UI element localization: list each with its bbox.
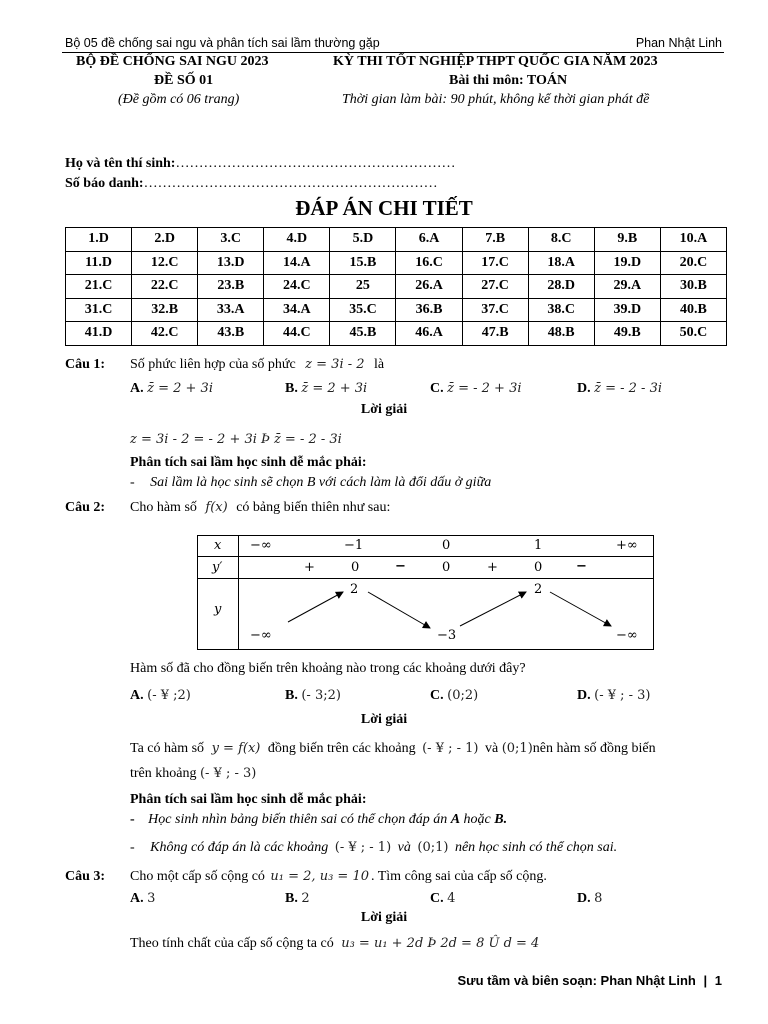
answer-cell: 3.C xyxy=(198,228,264,252)
answer-cell: 34.A xyxy=(264,298,330,322)
exam-pages-note: (Đề gồm có 06 trang) xyxy=(118,92,240,107)
answer-cell: 30.B xyxy=(660,275,726,299)
answer-cell: 5.D xyxy=(330,228,396,252)
candidate-id-line xyxy=(65,176,438,192)
answer-cell: 14.A xyxy=(264,251,330,275)
answer-cell: 15.B xyxy=(330,251,396,275)
q3-text-b: . Tìm công sai của cấp số cộng. xyxy=(370,869,547,884)
answer-cell: 33.A xyxy=(198,298,264,322)
vt-yp-5: 0 xyxy=(534,560,543,575)
answer-cell: 23.B xyxy=(198,275,264,299)
q2-option-b xyxy=(285,688,341,704)
answer-cell: 6.A xyxy=(396,228,462,252)
variation-table xyxy=(197,535,654,650)
vt-y-2: −3 xyxy=(437,628,457,643)
footer-credit: Sưu tầm và biên soạn: Phan Nhật Linh xyxy=(457,973,696,988)
q1-analysis-text: Sai lầm là học sinh sẽ chọn B với cách làm là đổi dấu ở giữa xyxy=(150,475,492,490)
answer-cell: 26.A xyxy=(396,275,462,299)
vt-y-1: 2 xyxy=(350,582,359,597)
answer-cell: 49.B xyxy=(594,322,660,346)
vt-x-2: 0 xyxy=(442,538,451,553)
vt-arrow-up-2 xyxy=(460,592,526,626)
q3-option-d-key: D. xyxy=(577,891,591,906)
q1-solution: z = 3i - 2 = - 2 + 3i Þ z̄ = - 2 - 3i xyxy=(130,432,342,447)
q2-option-b-key: B. xyxy=(285,688,298,703)
q2-option-c xyxy=(430,688,478,704)
answer-cell: 16.C xyxy=(396,251,462,275)
vt-y-3: 2 xyxy=(534,582,543,597)
answer-cell: 22.C xyxy=(132,275,198,299)
q3-solution-title: Lời giải xyxy=(360,910,408,925)
q1-option-a-math: z̄ = 2 + 3i xyxy=(147,381,213,396)
answer-cell: 40.B xyxy=(660,298,726,322)
q3-solution xyxy=(130,936,539,952)
q1-analysis-title: Phân tích sai lầm học sinh dễ mắc phải: xyxy=(130,455,367,470)
vt-arrow-down-2 xyxy=(550,592,611,626)
answer-cell: 18.A xyxy=(528,251,594,275)
q3-stem xyxy=(130,869,547,885)
answer-cell: 21.C xyxy=(66,275,132,299)
q2-option-a xyxy=(130,688,191,704)
answer-cell: 44.C xyxy=(264,322,330,346)
q3-label: Câu 3: xyxy=(65,869,106,884)
answer-cell: 35.C xyxy=(330,298,396,322)
q1-option-c-math: z̄ = - 2 + 3i xyxy=(447,381,522,396)
q2-sol-a: Ta có hàm số xyxy=(130,741,205,756)
vt-y-4: −∞ xyxy=(616,628,638,643)
vt-arrow-down-1 xyxy=(368,592,430,628)
vt-x-3: 1 xyxy=(534,538,543,553)
q2-analysis-2a: Không có đáp án là các khoảng xyxy=(150,840,329,855)
answer-cell: 45.B xyxy=(330,322,396,346)
q3-option-c xyxy=(430,891,455,907)
q1-analysis-item xyxy=(130,475,491,491)
answer-cell: 1.D xyxy=(66,228,132,252)
answer-cell: 38.C xyxy=(528,298,594,322)
q3-expr: u₁ = 2, u₃ = 10 xyxy=(270,869,369,884)
q2-analysis-1b: A xyxy=(450,812,461,827)
q1-analysis-dash: - xyxy=(130,475,135,490)
variation-table-row-rule-1 xyxy=(198,556,653,557)
q2-sol-b: đồng biến trên các khoảng xyxy=(267,741,416,756)
vt-x-label: x xyxy=(214,538,222,553)
answer-cell: 4.D xyxy=(264,228,330,252)
q1-stem xyxy=(130,357,384,373)
q1-option-d-key: D. xyxy=(577,381,591,396)
q2-solution-line-1 xyxy=(130,741,656,757)
q2-sol-interval-1: (- ¥ ; - 1) xyxy=(422,741,479,756)
q2-analysis-dash-1: - xyxy=(130,812,135,827)
answer-cell: 8.C xyxy=(528,228,594,252)
q2-stem xyxy=(130,500,390,516)
q2-option-a-math: (- ¥ ;2) xyxy=(147,688,191,703)
answer-cell: 12.C xyxy=(132,251,198,275)
vt-y-0: −∞ xyxy=(250,628,272,643)
answer-cell: 28.D xyxy=(528,275,594,299)
q3-option-a-math: 3 xyxy=(147,891,156,906)
exam-time-note: Thời gian làm bài: 90 phút, không kể thời gian phát đề xyxy=(342,92,650,107)
q1-option-c-key: C. xyxy=(430,381,444,396)
answer-key-table xyxy=(65,227,727,346)
q2-analysis-item-2 xyxy=(130,840,617,856)
q2-option-c-key: C. xyxy=(430,688,444,703)
vt-x-1: −1 xyxy=(344,538,364,553)
q2-sol-and: và xyxy=(484,741,499,756)
answer-row xyxy=(66,228,727,252)
answer-cell: 27.C xyxy=(462,275,528,299)
answer-cell: 2.D xyxy=(132,228,198,252)
q3-option-d xyxy=(577,891,602,907)
running-header-title: Bộ 05 đề chống sai ngu và phân tích sai lầm thường gặp xyxy=(65,36,380,50)
q3-text-a: Cho một cấp số cộng có xyxy=(130,869,265,884)
page-number: 1 xyxy=(714,973,722,988)
answer-cell: 13.D xyxy=(198,251,264,275)
vt-yp-6: − xyxy=(576,559,587,574)
vt-y-label: y xyxy=(214,602,222,617)
answer-row xyxy=(66,251,727,275)
q2-question: Hàm số đã cho đồng biến trên khoảng nào trong các khoảng dưới đây? xyxy=(130,661,526,676)
vt-yp-3: 0 xyxy=(442,560,451,575)
q2-sol-interval-2: (0;1) xyxy=(501,741,533,756)
q2-sol-d: trên khoảng xyxy=(130,766,197,781)
q3-option-c-math: 4 xyxy=(447,891,456,906)
q2-func: f(x) xyxy=(205,500,228,515)
answer-cell: 43.B xyxy=(198,322,264,346)
q2-analysis-1a: Học sinh nhìn bảng biến thiên sai có thể chọn đáp án xyxy=(148,812,448,827)
q1-option-d-math: z̄ = - 2 - 3i xyxy=(594,381,663,396)
vt-x-4: +∞ xyxy=(616,538,638,553)
q2-text-b: có bảng biến thiên như sau: xyxy=(236,500,391,515)
candidate-name-dots: …………………………………………………… xyxy=(175,156,456,171)
vt-yp-4: + xyxy=(487,560,498,575)
q3-option-c-key: C. xyxy=(430,891,444,906)
q2-option-b-math: (- 3;2) xyxy=(301,688,341,703)
vt-yp-label: y′ xyxy=(212,560,223,575)
q1-text-a: Số phức liên hợp của số phức xyxy=(130,357,296,372)
q3-sol-math: u₃ = u₁ + 2d Þ 2d = 8 Û d = 4 xyxy=(341,936,540,951)
answer-cell: 19.D xyxy=(594,251,660,275)
answer-cell: 29.A xyxy=(594,275,660,299)
answer-cell: 11.D xyxy=(66,251,132,275)
q1-solution-title: Lời giải xyxy=(360,402,408,417)
q1-expr: z = 3i - 2 xyxy=(305,357,365,372)
q2-analysis-2e: nên học sinh có thể chọn sai. xyxy=(454,840,618,855)
q2-solution-title: Lời giải xyxy=(360,712,408,727)
vt-x-0: −∞ xyxy=(250,538,272,553)
candidate-id-dots: ……………………………………………………… xyxy=(143,176,438,191)
q2-analysis-2d: (0;1) xyxy=(417,840,449,855)
answer-cell: 25 xyxy=(330,275,396,299)
answer-row xyxy=(66,298,727,322)
answer-row xyxy=(66,322,727,346)
candidate-name-line xyxy=(65,156,455,172)
exam-code: ĐỀ SỐ 01 xyxy=(154,73,214,88)
q2-sol-func: y = f(x) xyxy=(211,741,261,756)
q2-analysis-item-1 xyxy=(130,812,507,828)
q2-sol-c: nên hàm số đồng biến xyxy=(532,741,656,756)
q3-option-a-key: A. xyxy=(130,891,144,906)
answer-cell: 10.A xyxy=(660,228,726,252)
answers-title: ĐÁP ÁN CHI TIẾT xyxy=(295,196,473,220)
page-footer xyxy=(457,973,722,988)
answer-cell: 24.C xyxy=(264,275,330,299)
vt-yp-0: + xyxy=(304,560,315,575)
answer-cell: 47.B xyxy=(462,322,528,346)
answer-row xyxy=(66,275,727,299)
q1-option-b-key: B. xyxy=(285,381,298,396)
q1-option-d xyxy=(577,381,662,397)
answer-cell: 46.A xyxy=(396,322,462,346)
exam-subject: Bài thi môn: TOÁN xyxy=(449,73,568,88)
q2-option-c-math: (0;2) xyxy=(447,688,479,703)
answer-cell: 9.B xyxy=(594,228,660,252)
q1-option-b xyxy=(285,381,367,397)
q2-label: Câu 2: xyxy=(65,500,106,515)
q1-option-b-math: z̄ = 2 + 3i xyxy=(301,381,368,396)
q3-option-b-math: 2 xyxy=(301,891,310,906)
q2-sol-interval-3: (- ¥ ; - 3) xyxy=(199,766,257,781)
q2-option-d-key: D. xyxy=(577,688,591,703)
q2-option-d-math: (- ¥ ; - 3) xyxy=(594,688,651,703)
q3-option-b-key: B. xyxy=(285,891,298,906)
q1-label: Câu 1: xyxy=(65,357,106,372)
q2-analysis-2c: và xyxy=(397,840,411,855)
answer-cell: 39.D xyxy=(594,298,660,322)
answer-cell: 41.D xyxy=(66,322,132,346)
q2-text-a: Cho hàm số xyxy=(130,500,197,515)
q2-option-d xyxy=(577,688,651,704)
running-header-author: Phan Nhật Linh xyxy=(635,36,722,50)
q2-analysis-2b: (- ¥ ; - 1) xyxy=(334,840,392,855)
q3-option-b xyxy=(285,891,310,907)
q2-analysis-dash-2: - xyxy=(130,840,135,855)
answer-cell: 42.C xyxy=(132,322,198,346)
candidate-id-label: Số báo danh: xyxy=(65,176,144,191)
answer-cell: 50.C xyxy=(660,322,726,346)
answer-cell: 20.C xyxy=(660,251,726,275)
variation-arrows xyxy=(198,578,653,649)
q2-option-a-key: A. xyxy=(130,688,144,703)
q1-option-c xyxy=(430,381,522,397)
q3-option-d-math: 8 xyxy=(594,891,603,906)
q1-text-b: là xyxy=(374,357,385,372)
footer-separator: | xyxy=(703,973,708,988)
q3-option-a xyxy=(130,891,155,907)
q1-option-a-key: A. xyxy=(130,381,144,396)
header-rule xyxy=(62,52,724,53)
answer-cell: 37.C xyxy=(462,298,528,322)
candidate-name-label: Họ và tên thí sinh: xyxy=(65,156,176,171)
q2-solution-line-2 xyxy=(130,766,256,782)
answer-cell: 31.C xyxy=(66,298,132,322)
q2-analysis-1d: B. xyxy=(494,812,508,827)
answer-cell: 48.B xyxy=(528,322,594,346)
vt-yp-2: − xyxy=(395,559,406,574)
q1-option-a xyxy=(130,381,213,397)
answer-cell: 32.B xyxy=(132,298,198,322)
vt-arrow-up-1 xyxy=(288,592,343,622)
exam-title: KỲ THI TỐT NGHIỆP THPT QUỐC GIA NĂM 2023 xyxy=(333,54,658,69)
answer-cell: 17.C xyxy=(462,251,528,275)
vt-yp-1: 0 xyxy=(351,560,360,575)
answer-cell: 7.B xyxy=(462,228,528,252)
q3-sol-text: Theo tính chất của cấp số cộng ta có xyxy=(130,936,334,951)
exam-set-name: BỘ ĐỀ CHỐNG SAI NGU 2023 xyxy=(76,54,269,69)
answer-cell: 36.B xyxy=(396,298,462,322)
q2-analysis-title: Phân tích sai lầm học sinh dễ mắc phải: xyxy=(130,792,367,807)
q2-analysis-1c: hoặc xyxy=(463,812,491,827)
